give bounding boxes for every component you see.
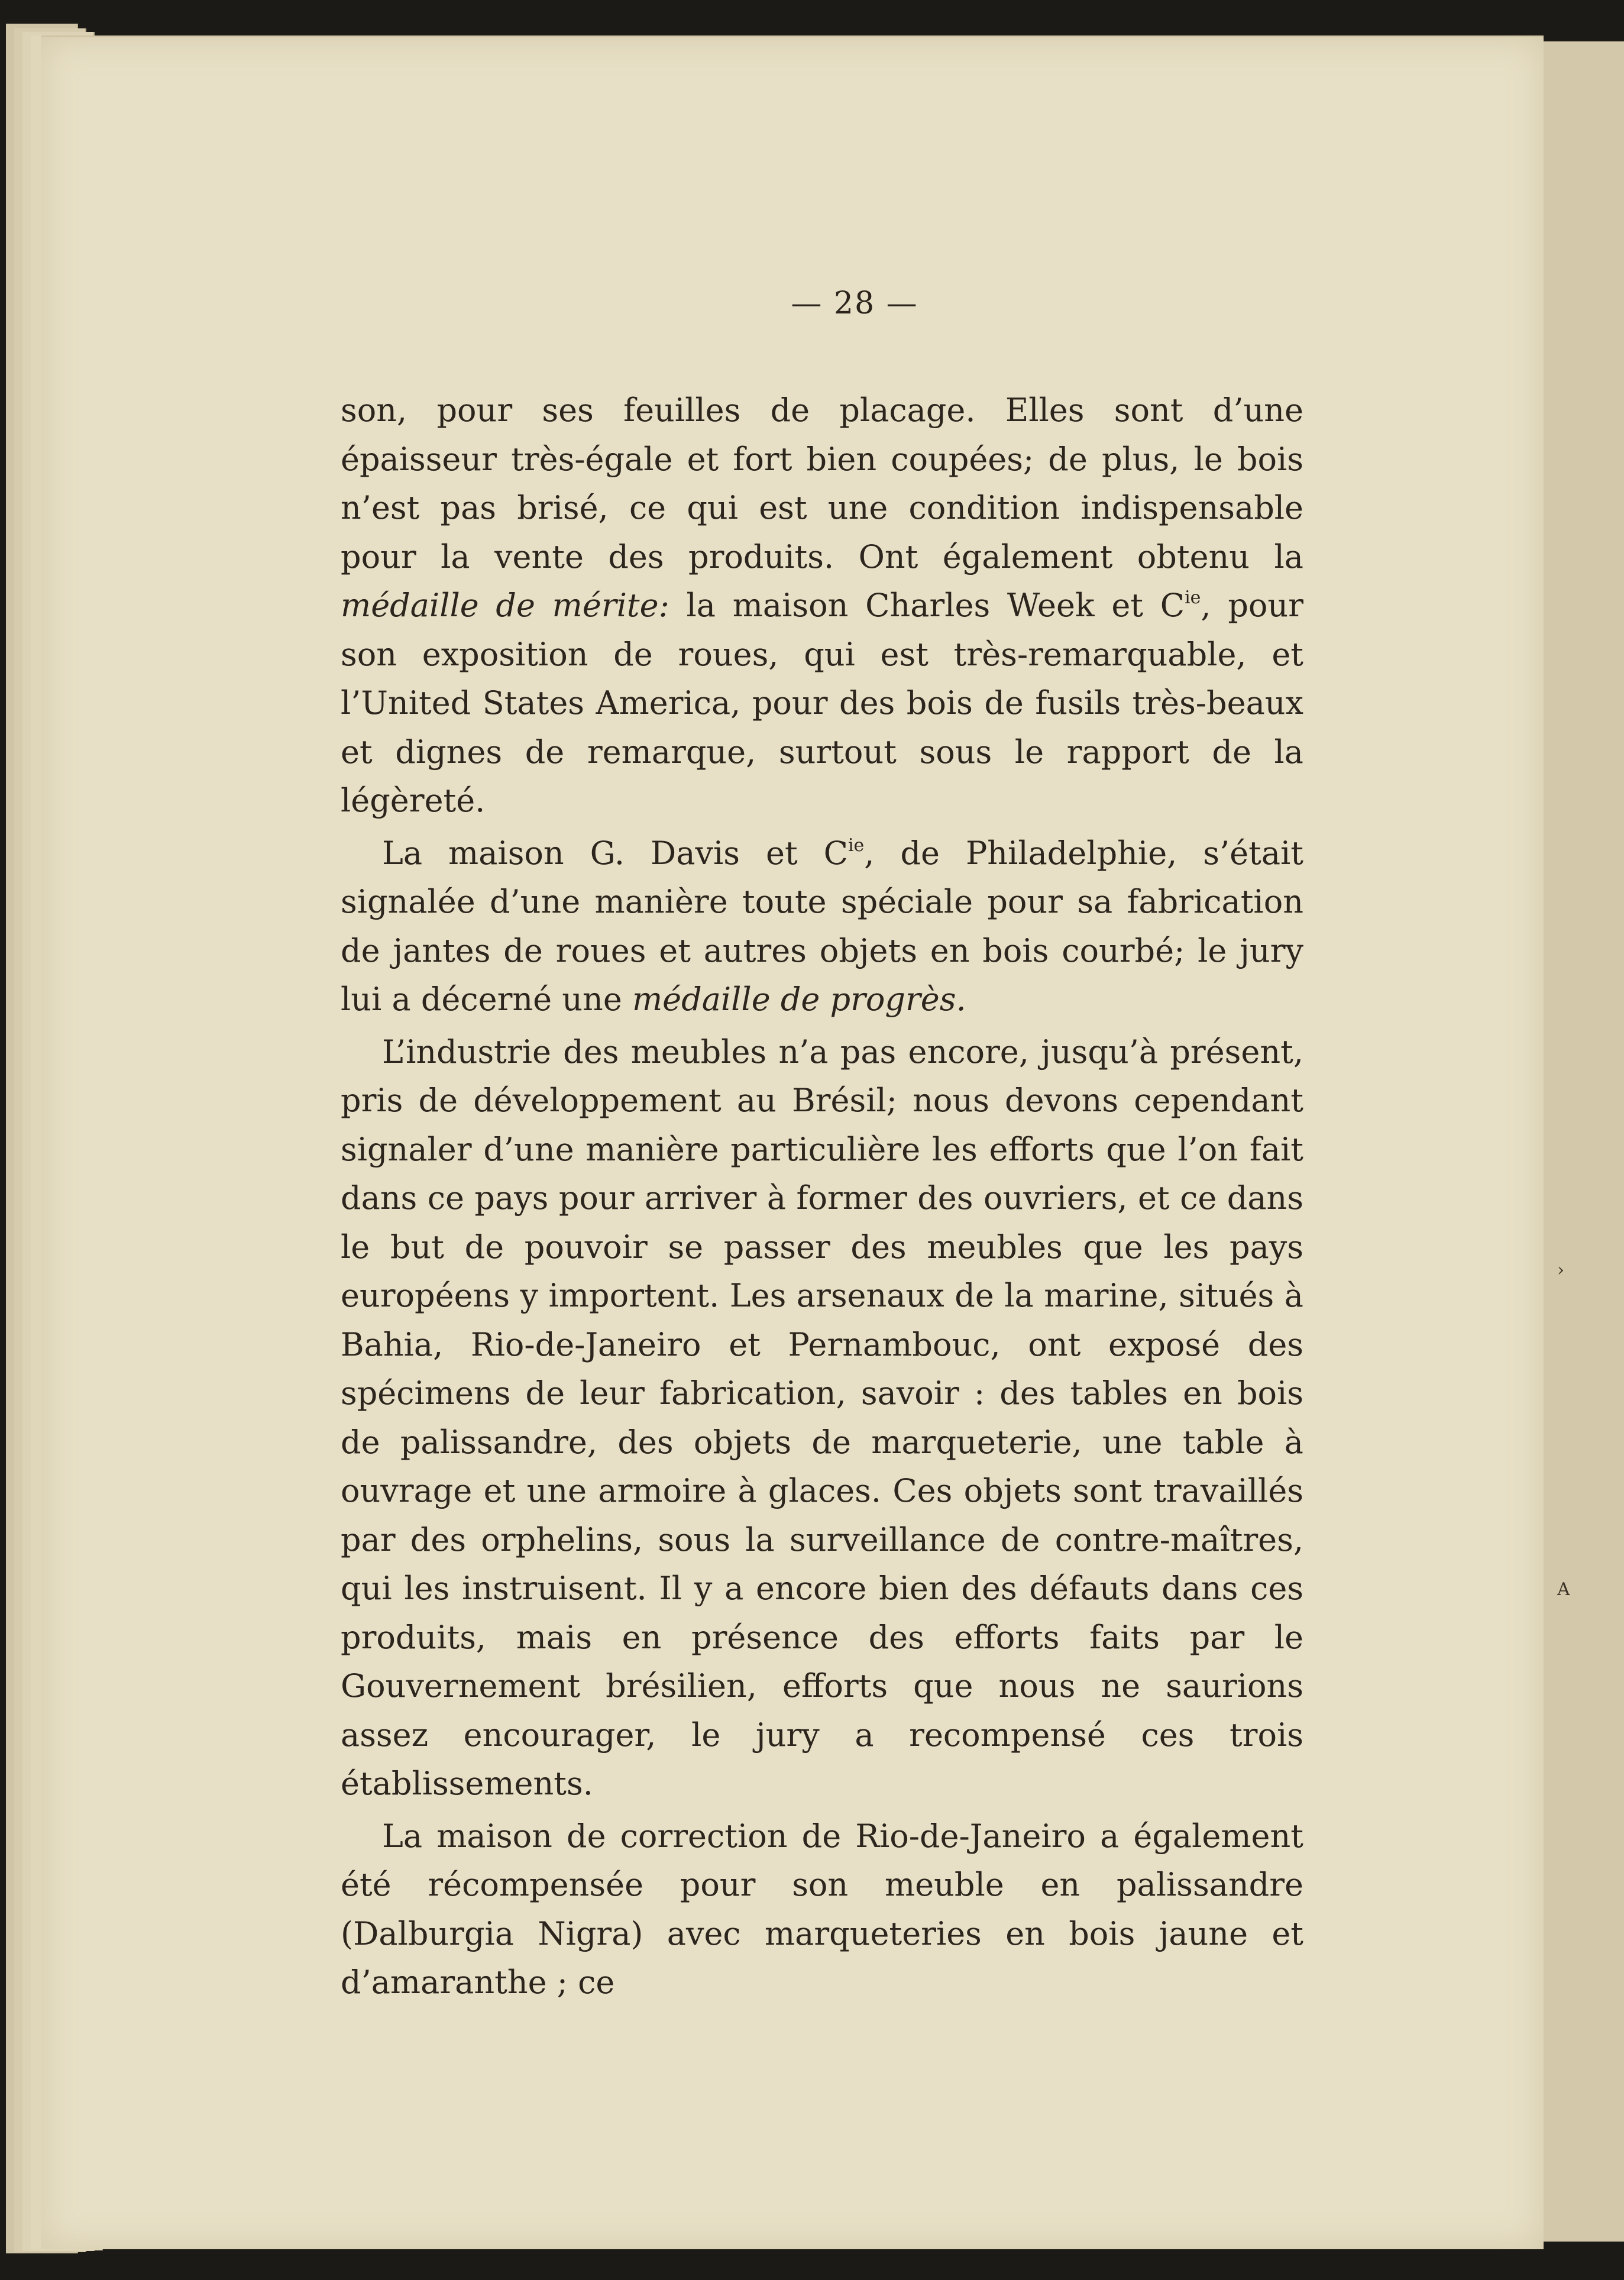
p2-superscript: ie: [847, 835, 865, 856]
next-page-edge: [1538, 41, 1624, 2242]
p1-italic-medaille-merite: médaille de mérite:: [341, 587, 669, 624]
margin-mark-2: A: [1557, 1579, 1570, 1600]
p1-text-c: , pour son exposition de roues, qui est très-remarquable, et l’United States America, pour des bois de fusils très-beaux et dignes de remarque, surtout sous le rapport de la légèreté.: [341, 587, 1303, 819]
p2-text-a: La maison G. Davis et C: [382, 834, 848, 872]
p2-italic-medaille-progres: médaille de progrès.: [632, 981, 966, 1018]
book-page: [41, 35, 1544, 2249]
p1-text-a: son, pour ses feuilles de placage. Elles sont d’une épaisseur très-égale et fort bien coupées; de plus, le bois n’est pas brisé, ce qui est une condition indispensable pour la vente des produits. Ont également obtenu la: [341, 392, 1303, 575]
p1-text-b: la maison Charles Week et C: [669, 587, 1185, 624]
page-number: — 28 —: [791, 286, 918, 321]
p2-text-b: , de Philadelphie, s’était signalée d’une manière toute spéciale pour sa fabrication de jantes de roues et autres objets en bois courbé; le jury lui a décerné une: [341, 834, 1303, 1018]
p1-superscript: ie: [1185, 587, 1201, 608]
paragraph-4: La maison de correction de Rio-de-Janeiro a également été récompensée pour son meuble en palissandre (Dalburgia Nigra) avec marqueteries en bois jaune et d’amaranthe ; ce: [341, 1817, 1303, 2001]
margin-mark-1: ›: [1557, 1260, 1564, 1280]
paragraph-2: [341, 829, 1303, 1024]
body-text: [341, 386, 1303, 2007]
paragraph-3: L’industrie des meubles n’a pas encore, jusqu’à présent, pris de développement au Brésil; nous devons cependant signaler d’une manière particulière les efforts que l’on fait dans ce pays pour arriver à former des ouvriers, et ce dans le but de pouvoir se passer des meubles que les pays européens y importent. Les arsenaux de la marine, situés à Bahia, Rio-de-Janeiro et Pernambouc, ont exposé des spécimens de leur fabrication, savoir : des tables en bois de palissandre, des objets de marqueterie, une table à ouvrage et une armoire à glaces. Ces objets sont travaillés par des orphelins, sous la surveillance de contre-maîtres, qui les instruisent. Il y a encore bien des défauts dans ces produits, mais en présence des efforts faits par le Gouvernement brésilien, efforts que nous ne saurions assez encourager, le jury a recompensé ces trois établissements.: [341, 1033, 1303, 1802]
paragraph-1: [341, 386, 1303, 826]
